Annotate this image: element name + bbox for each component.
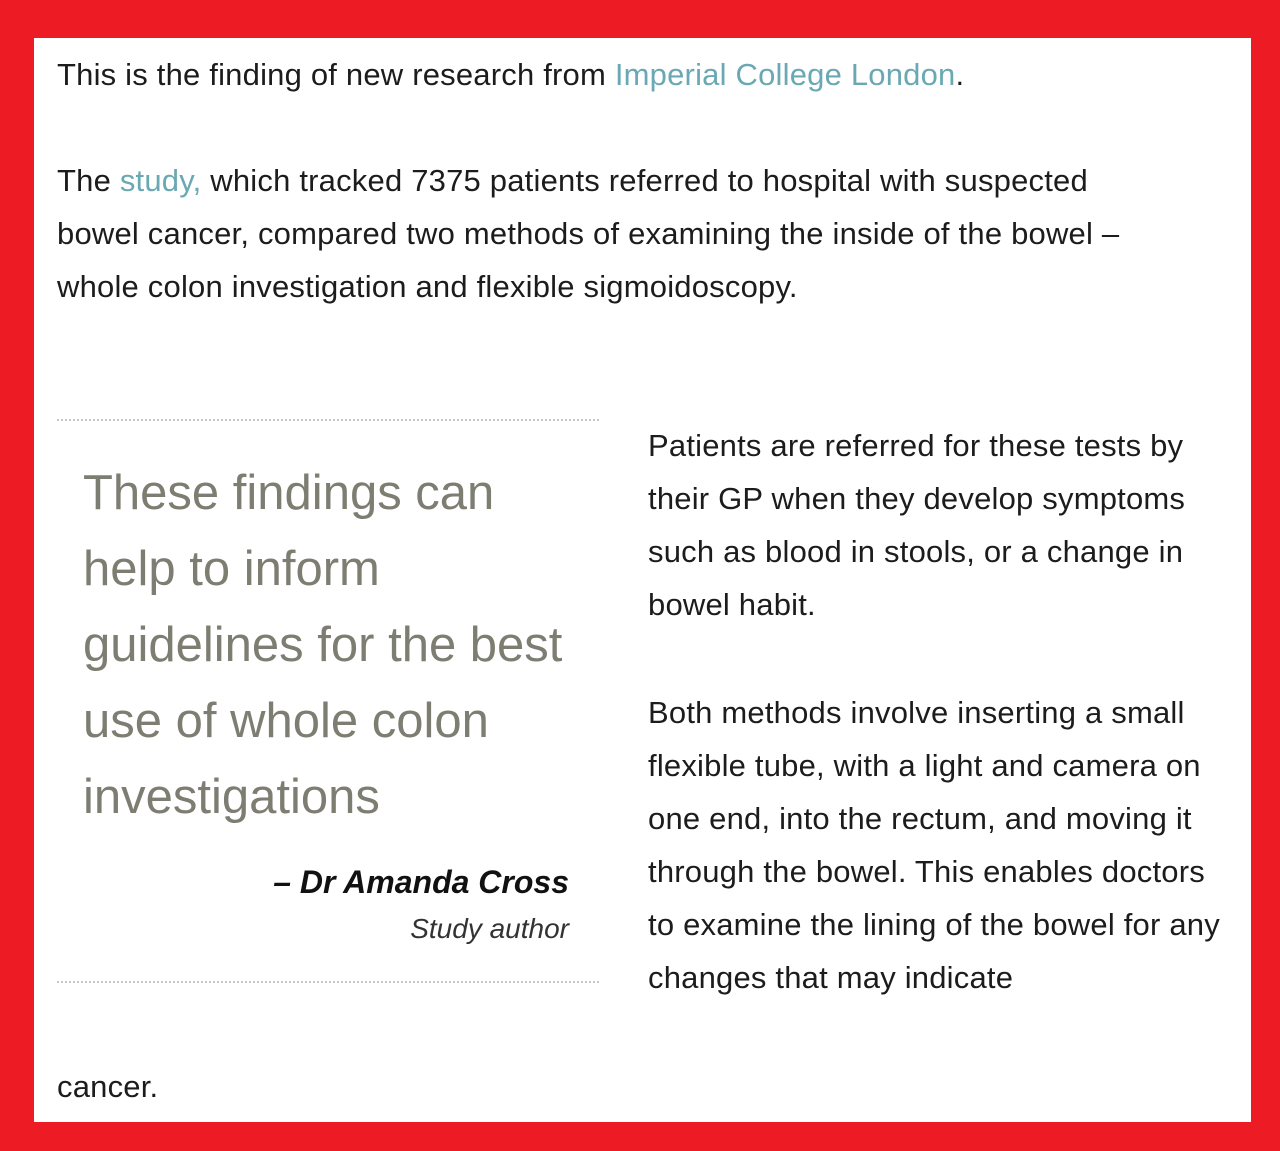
referral-paragraph: Patients are referred for these tests by their GP when they develop symptoms such as blood in stools, or a change in bowel habit.	[648, 428, 1186, 622]
quote-text: These findings can help to inform guidelines for the best use of whole colon investigations	[83, 466, 563, 824]
imperial-college-link[interactable]: Imperial College London	[614, 57, 956, 92]
study-paragraph	[57, 154, 1177, 313]
intro-paragraph	[57, 48, 1237, 101]
intro-text-end: .	[955, 57, 965, 92]
study-text: which tracked 7375 patients referred to hospital with suspected bowel cancer, compared two methods of examining the inside of the bowel – whole colon investigation and flexible sigmoidoscopy.	[57, 163, 1120, 304]
quote-bottom-divider	[57, 981, 599, 983]
quote-author-role: Study author	[410, 913, 569, 944]
intro-text: This is the finding of new research from	[57, 57, 615, 92]
study-link[interactable]: study,	[119, 163, 202, 198]
pull-quote	[57, 419, 599, 983]
methods-paragraph: Both methods involve inserting a small flexible tube, with a light and camera on one end, into the rectum, and moving it through the bowel. This enables doctors to examine the lining of the bowel for any changes that may indicate	[648, 695, 1220, 995]
study-text-start: The	[57, 163, 120, 198]
quote-top-divider	[57, 419, 599, 421]
article-page	[34, 38, 1251, 1122]
closing-text: cancer.	[57, 1069, 159, 1104]
quote-author: – Dr Amanda Cross	[273, 864, 569, 900]
